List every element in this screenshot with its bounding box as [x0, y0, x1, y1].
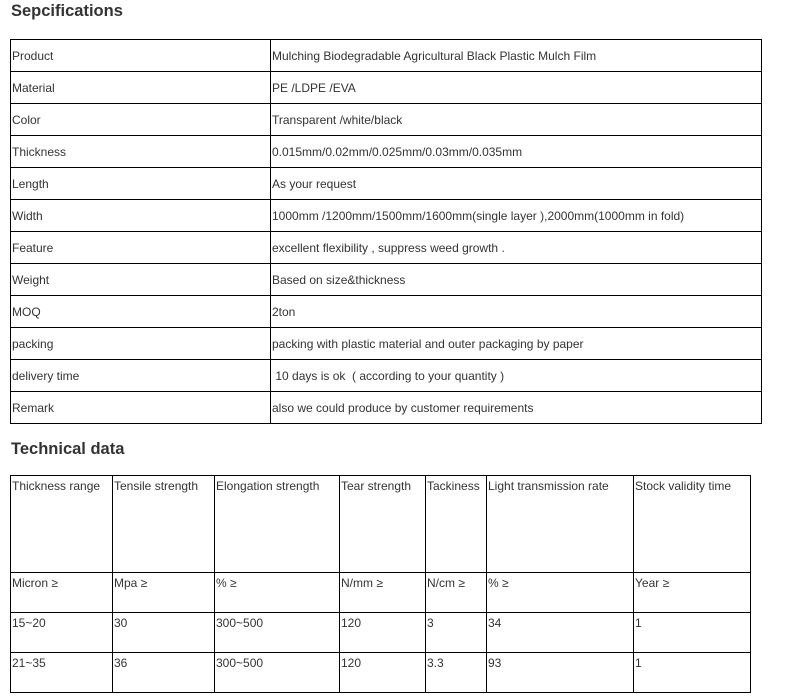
unit-cell: % ≥ — [215, 573, 340, 613]
table-row — [11, 392, 762, 424]
spec-value-cell: packing with plastic material and outer packaging by paper — [271, 328, 762, 360]
data-cell: 34 — [487, 613, 634, 653]
spec-label-cell: Product — [11, 40, 271, 72]
column-header: Elongation strength — [215, 476, 340, 573]
data-cell: 15~20 — [11, 613, 113, 653]
table-row — [11, 264, 762, 296]
unit-cell: Micron ≥ — [11, 573, 113, 613]
data-cell: 300~500 — [215, 653, 340, 693]
spec-label-cell: Thickness — [11, 136, 271, 168]
column-header: Tensile strength — [113, 476, 215, 573]
table-header-row — [11, 476, 751, 573]
spec-value-cell: excellent flexibility , suppress weed growth . — [271, 232, 762, 264]
spec-value-cell: 10 days is ok ( according to your quantity ) — [271, 360, 762, 392]
column-header: Tackiness — [426, 476, 487, 573]
spec-label-cell: Weight — [11, 264, 271, 296]
table-row — [11, 40, 762, 72]
spec-value-cell: PE /LDPE /EVA — [271, 72, 762, 104]
spec-label-cell: Remark — [11, 392, 271, 424]
table-row — [11, 296, 762, 328]
data-cell: 1 — [634, 653, 751, 693]
table-row — [11, 72, 762, 104]
unit-cell: Mpa ≥ — [113, 573, 215, 613]
spec-value-cell: As your request — [271, 168, 762, 200]
data-cell: 93 — [487, 653, 634, 693]
table-row — [11, 168, 762, 200]
data-cell: 21~35 — [11, 653, 113, 693]
spec-value-cell: 1000mm /1200mm/1500mm/1600mm(single layer ),2000mm(1000mm in fold) — [271, 200, 762, 232]
table-row — [11, 232, 762, 264]
spec-value-cell: 0.015mm/0.02mm/0.025mm/0.03mm/0.035mm — [271, 136, 762, 168]
table-row — [11, 613, 751, 653]
data-cell: 300~500 — [215, 613, 340, 653]
unit-cell: N/cm ≥ — [426, 573, 487, 613]
column-header: Stock validity time — [634, 476, 751, 573]
spec-value-cell: Based on size&thickness — [271, 264, 762, 296]
data-cell: 120 — [340, 653, 426, 693]
spec-label-cell: packing — [11, 328, 271, 360]
spec-label-cell: Width — [11, 200, 271, 232]
column-header: Tear strength — [340, 476, 426, 573]
spec-value-cell: Transparent /white/black — [271, 104, 762, 136]
technical-data-table — [10, 475, 751, 693]
table-row — [11, 653, 751, 693]
data-cell: 1 — [634, 613, 751, 653]
specifications-heading: Sepcifications — [11, 2, 123, 20]
data-cell: 36 — [113, 653, 215, 693]
spec-value-cell: 2ton — [271, 296, 762, 328]
data-cell: 3.3 — [426, 653, 487, 693]
units-row — [11, 573, 751, 613]
unit-cell: % ≥ — [487, 573, 634, 613]
column-header: Thickness range — [11, 476, 113, 573]
spec-label-cell: delivery time — [11, 360, 271, 392]
spec-label-cell: Material — [11, 72, 271, 104]
spec-value-cell: also we could produce by customer requirements — [271, 392, 762, 424]
unit-cell: N/mm ≥ — [340, 573, 426, 613]
data-cell: 120 — [340, 613, 426, 653]
table-row — [11, 136, 762, 168]
data-cell: 30 — [113, 613, 215, 653]
data-cell: 3 — [426, 613, 487, 653]
spec-label-cell: Feature — [11, 232, 271, 264]
spec-label-cell: Color — [11, 104, 271, 136]
spec-label-cell: MOQ — [11, 296, 271, 328]
unit-cell: Year ≥ — [634, 573, 751, 613]
table-row — [11, 328, 762, 360]
specifications-table — [10, 39, 762, 424]
table-row — [11, 200, 762, 232]
column-header: Light transmission rate — [487, 476, 634, 573]
spec-label-cell: Length — [11, 168, 271, 200]
table-row — [11, 104, 762, 136]
table-row — [11, 360, 762, 392]
spec-value-cell: Mulching Biodegradable Agricultural Black Plastic Mulch Film — [271, 40, 762, 72]
technical-data-heading: Technical data — [11, 440, 125, 458]
